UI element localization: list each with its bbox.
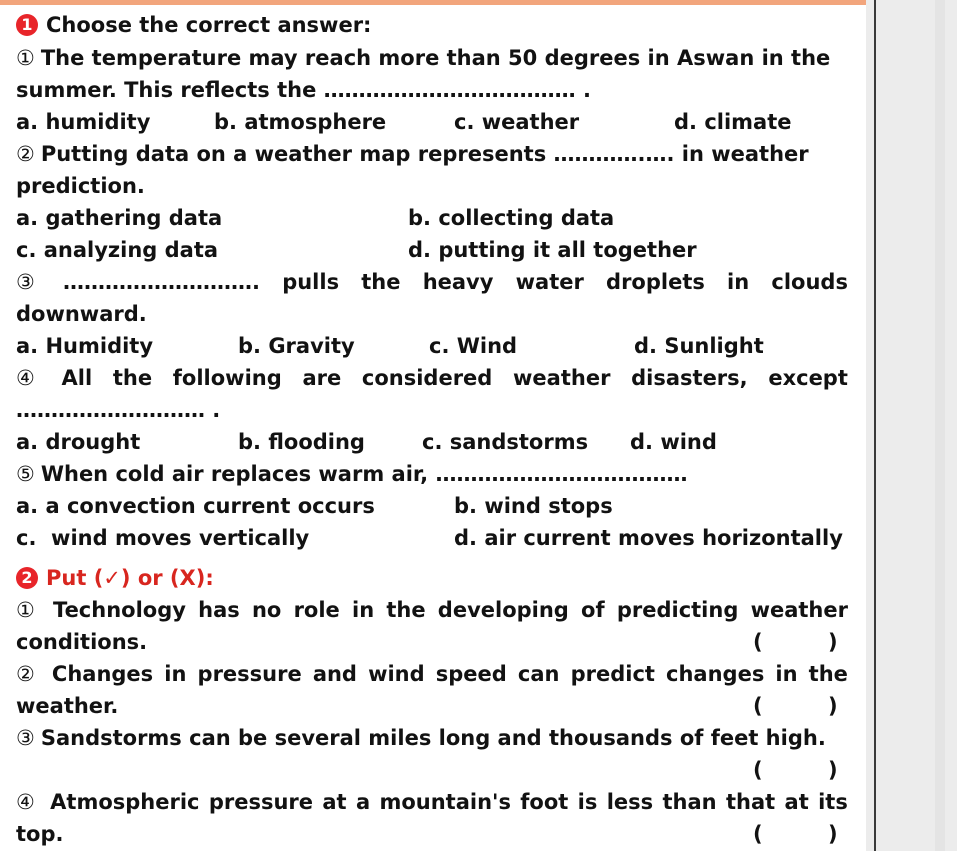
word: at xyxy=(322,790,347,814)
question-5-options-row-1 xyxy=(16,491,848,521)
blank: ………………………. xyxy=(63,270,260,294)
question-2-line-1 xyxy=(16,139,848,169)
statement-4-answer-box[interactable] xyxy=(745,819,845,849)
word: mountain's xyxy=(379,790,511,814)
statement-4-line-1 xyxy=(16,787,848,817)
word: following xyxy=(172,366,282,390)
statement-3-line-1 xyxy=(16,723,848,753)
question-5-line-1 xyxy=(16,459,848,489)
paren-close: ) xyxy=(828,630,838,654)
statement-3-marker: ③ xyxy=(16,726,35,750)
question-2-marker: ② xyxy=(16,142,35,166)
word: less xyxy=(606,790,654,814)
word: is xyxy=(577,790,598,814)
word: are xyxy=(302,366,342,390)
word: Technology xyxy=(53,598,186,622)
question-3-line-2: downward. xyxy=(16,302,147,326)
paren-close: ) xyxy=(828,822,838,846)
word: except xyxy=(768,366,848,390)
option-b[interactable]: b. wind stops xyxy=(454,494,613,518)
word: foot xyxy=(520,790,569,814)
section-2-title-start: Put ( xyxy=(46,566,104,590)
word: no xyxy=(251,598,282,622)
section-1-header xyxy=(16,10,848,40)
word: weather xyxy=(750,598,848,622)
question-2-options-row-2 xyxy=(16,235,848,265)
question-3-line-1 xyxy=(16,267,848,297)
word: a xyxy=(355,790,371,814)
paren-open: ( xyxy=(753,694,763,718)
word: in xyxy=(352,598,375,622)
word: pulls xyxy=(282,270,340,294)
word: developing xyxy=(437,598,569,622)
word: its xyxy=(818,790,848,814)
option-a[interactable]: a. drought xyxy=(16,430,141,454)
question-4-line-2: ……………………… . xyxy=(16,398,221,422)
question-2-options-row-1 xyxy=(16,203,848,233)
option-c[interactable]: c. weather xyxy=(454,110,580,134)
option-c[interactable]: c. wind moves vertically xyxy=(16,526,310,550)
word: that xyxy=(725,790,776,814)
statement-1-answer-box[interactable] xyxy=(745,627,845,657)
word: in xyxy=(164,662,187,686)
cross-mark-icon: X xyxy=(179,566,196,590)
word: Atmospheric xyxy=(50,790,200,814)
option-d[interactable]: d. climate xyxy=(674,110,792,134)
option-c[interactable]: c. analyzing data xyxy=(16,238,219,262)
word: disasters, xyxy=(631,366,748,390)
option-b[interactable]: b. flooding xyxy=(238,430,365,454)
statement-2-answer-box[interactable] xyxy=(745,691,845,721)
scroll-edge xyxy=(935,0,945,851)
word: the xyxy=(361,270,401,294)
word: of xyxy=(581,598,605,622)
statement-2-line-1 xyxy=(16,659,848,689)
top-accent-bar xyxy=(0,0,866,5)
question-1-text: The temperature may reach more than 50 degrees in Aswan in the xyxy=(40,46,831,70)
option-c[interactable]: c. Wind xyxy=(429,334,518,358)
option-a[interactable]: a. gathering data xyxy=(16,206,223,230)
option-d[interactable]: d. Sunlight xyxy=(634,334,764,358)
option-c[interactable]: c. sandstorms xyxy=(422,430,589,454)
option-b[interactable]: b. collecting data xyxy=(408,206,615,230)
word: Changes xyxy=(51,662,154,686)
question-1-marker: ① xyxy=(16,46,35,70)
option-d[interactable]: d. putting it all together xyxy=(408,238,697,262)
word: in xyxy=(775,662,798,686)
question-1-options xyxy=(16,107,848,137)
word: pressure xyxy=(208,790,314,814)
statement-3-text: Sandstorms can be several miles long and thousands of feet high. xyxy=(40,726,826,750)
check-mark-icon: ✓ xyxy=(103,566,121,590)
option-a[interactable]: a. humidity xyxy=(16,110,151,134)
option-a[interactable]: a. Humidity xyxy=(16,334,154,358)
word: water xyxy=(515,270,584,294)
word: clouds xyxy=(771,270,848,294)
section-1-number-badge: 1 xyxy=(16,14,38,36)
paren-close: ) xyxy=(828,694,838,718)
option-b[interactable]: b. Gravity xyxy=(238,334,355,358)
paren-open: ( xyxy=(753,630,763,654)
statement-3-answer-box[interactable] xyxy=(745,755,845,785)
word: predicting xyxy=(616,598,739,622)
word: the xyxy=(386,598,426,622)
statement-4-marker: ④ xyxy=(16,790,35,814)
question-4-options xyxy=(16,427,848,457)
question-4-marker: ④ xyxy=(16,366,35,390)
question-2-text: Putting data on a weather map represents ………….…. in weather xyxy=(40,142,809,166)
word: considered xyxy=(361,366,493,390)
scrollbar-line[interactable] xyxy=(874,0,876,851)
statement-4-line-2: top. xyxy=(16,822,64,846)
statement-2-marker: ② xyxy=(16,662,35,686)
word: than xyxy=(662,790,717,814)
word: All xyxy=(61,366,93,390)
question-3-marker: ③ xyxy=(16,270,35,294)
word: in xyxy=(727,270,750,294)
option-a[interactable]: a. a convection current occurs xyxy=(16,494,375,518)
statement-2-line-2: weather. xyxy=(16,694,119,718)
word: wind xyxy=(368,662,425,686)
question-5-marker: ⑤ xyxy=(16,462,35,486)
section-2-title-end: ): xyxy=(195,566,214,590)
word: the xyxy=(808,662,848,686)
word: the xyxy=(112,366,153,390)
section-1-title: Choose the correct answer: xyxy=(46,13,372,37)
word: weather xyxy=(513,366,611,390)
option-d[interactable]: d. air current moves horizontally xyxy=(454,526,843,550)
section-2-number-badge: 2 xyxy=(16,567,38,589)
word: speed xyxy=(435,662,507,686)
question-5-text: When cold air replaces warm air, ……………………………… xyxy=(40,462,688,486)
paren-open: ( xyxy=(753,758,763,782)
question-5-options-row-2 xyxy=(16,523,848,553)
word: and xyxy=(312,662,357,686)
statement-1-line-1 xyxy=(16,595,848,625)
word: has xyxy=(198,598,240,622)
paren-open: ( xyxy=(753,822,763,846)
word: heavy xyxy=(422,270,494,294)
word: can xyxy=(517,662,560,686)
word: changes xyxy=(666,662,765,686)
question-1-line-1 xyxy=(16,43,848,73)
paren-close: ) xyxy=(828,758,838,782)
word: predict xyxy=(570,662,655,686)
statement-1-marker: ① xyxy=(16,598,35,622)
section-2-header xyxy=(16,563,848,593)
word: role xyxy=(293,598,340,622)
option-d[interactable]: d. wind xyxy=(630,430,717,454)
question-1-line-2: summer. This reflects the ……………………………… . xyxy=(16,78,591,102)
section-2-title-middle: ) or ( xyxy=(120,566,180,590)
word: pressure xyxy=(197,662,302,686)
question-3-options xyxy=(16,331,848,361)
question-2-line-2: prediction. xyxy=(16,174,145,198)
word: at xyxy=(784,790,809,814)
statement-1-line-2: conditions. xyxy=(16,630,148,654)
question-4-line-1 xyxy=(16,363,848,393)
word: droplets xyxy=(606,270,705,294)
option-b[interactable]: b. atmosphere xyxy=(214,110,387,134)
